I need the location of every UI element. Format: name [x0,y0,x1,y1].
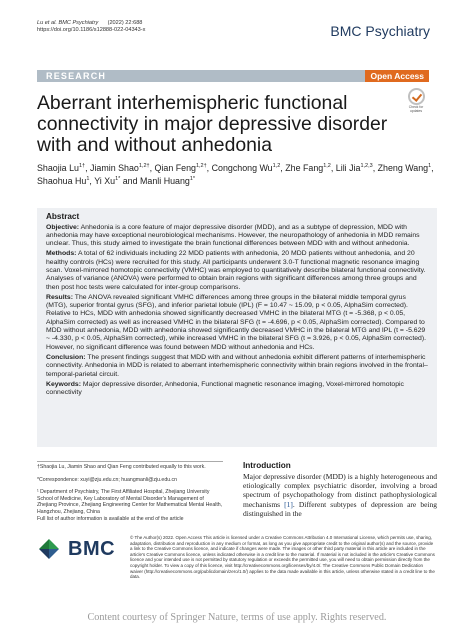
abstract-keywords [46,381,428,398]
author-sep: , [431,162,434,173]
author-affil: 1 [428,163,432,169]
bmc-logo-icon [37,537,63,561]
author-name[interactable]: , Zheng Wang [372,162,429,173]
footnote-divider [37,461,223,462]
author-affil: 1,2,3 [360,163,373,169]
abstract-methods [46,250,428,291]
introduction-text [243,472,437,518]
author-name[interactable]: , Congchong Wu [206,162,273,173]
author-name[interactable]: , Qian Feng [149,162,196,173]
check-line2: updates [409,108,423,113]
keywords-text: Major depressive disorder, Anhedonia, Functional magnetic resonance imaging, Voxel-mirrored homotopic connectivity [46,380,404,397]
author-name[interactable]: , Jiamin Shao [85,162,139,173]
objective-text: Anhedonia is a core feature of major depressive disorder (MDD), and as a subtype of depression, MDD with anhedonia may have exceptional neurobiological mechanisms. However, the neuropathology of anhedonia in MDD remains unclear. Thus, this study aimed to investigate the brain functional differences between MDD with and without anhedonia. [46,223,420,248]
author-affil: 1† [78,163,86,169]
doi-link[interactable]: https://doi.org/10.1186/s12888-022-04343-x [37,27,146,34]
footnote-correspondence[interactable]: *Correspondence: xuyi@zju.edu.cn; huangmanli@zju.edu.cn [37,477,178,483]
open-access-badge: Open Access [365,70,429,82]
intro-text-a: Major depressive disorder (MDD) is a highly heterogeneous and etiologically complex psychiatric disorder, involving a broad spectrum of psychopathology from distinct pathophysiological mechanisms [243,472,437,509]
methods-text: A total of 62 individuals including 22 MDD patients with anhedonia, 20 MDD patients without anhedonia, and 20 healthy controls (HCs) were recruited for this study. All participants underwent 3.0-T functional magnetic resonance imaging scan. Voxel-mirrored homotopic connectivity (VMHC) was employed to quantitatively describe bilateral functional connectivity. Analyses of variance (ANOVA) were performed to obtain brain regions with significant differences among three groups and then post hoc tests were calculated for inter-group comparisons. [46,250,426,291]
conclusion-label: Conclusion: [46,353,86,361]
author-affil: 1 [86,175,90,182]
intro-text-b: . Different subtypes of depression are being distinguished in the [243,499,437,518]
results-label: Results: [46,293,74,301]
methods-label: Methods: [46,250,77,258]
journal-name: BMC Psychiatry [330,23,430,39]
check-icon [408,88,425,105]
springer-credit: Content courtesy of Springer Nature, terms of use apply. Rights reserved. [87,612,387,623]
check-line1: Check for [408,105,424,109]
conclusion-text: The present findings suggest that MDD with and without anhedonia exhibit different patterns of interhemispheric connectivity. Anhedonia in MDD is related to aberrant interhemispheric connectivity within brain regions involved in the frontal–temporal-parietal circuit. [46,353,428,378]
bmc-logo [37,537,123,561]
citation-header [37,20,145,34]
bmc-logo-text: BMC [68,538,116,560]
research-label: RESEARCH [46,71,107,81]
footnote-equal-contribution: †Shaojia Lu, Jiamin Shao and Qian Feng contributed equally to this work. [37,464,206,470]
citation-journal: Lu et al. BMC Psychiatry [37,20,99,26]
author-name[interactable]: Shaohua Hu [37,175,87,186]
author-affil: 1* [115,175,121,182]
abstract-heading: Abstract [46,212,80,221]
abstract-results [46,294,428,352]
footnote-full-list: Full list of author information is available at the end of the article [37,516,184,522]
author-affil: 1,2 [323,163,331,169]
keywords-label: Keywords: [46,380,81,388]
author-name[interactable]: , Yi Xu [89,175,116,186]
footnote-affiliation: ¹ Department of Psychiatry, The First Affiliated Hospital, Zhejiang University School of Medicine, Key Laboratory of Mental Disorder's Management of Zhejiang Province, Zhejiang Engineering Center for Mathematical Mental Health, Hangzhou, Zhejiang, China [37,489,223,515]
abstract-conclusion [46,354,428,379]
check-for-updates-button[interactable] [406,88,426,112]
check-for-updates-label [406,106,426,114]
article-type-band [37,70,429,82]
results-text: The ANOVA revealed significant VMHC differences among three groups in the bilateral middle temporal gyrus (MTG), superior frontal gyrus (SFG), and inferior parietal lobule (IPL) (F = 10.47 ~ 15.09, p < 0.05, AlphaSim corrected). Relative to HCs, MDD with anhedonia showed significantly decreased VMHC in the bilateral MTG (t = -5.368, p < 0.05, AlphaSim corrected) as well as increased VMHC in the bilateral SFG (t = -4.696, p < 0.05, AlphaSim corrected). Compared to MDD without anhedonia, MDD with anhedonia showed significantly decreased VMHC in the bilateral MTG and IPL (t = -5.629 ~ -4.330, p < 0.05, AlphaSim corrected), while increased VMHC in the bilateral SFG (t = 3.926, p < 0.05, AlphaSim corrected). However, no significant difference was found between MDD without anhedonia and HCs. [46,293,427,351]
author-list [37,161,437,187]
objective-label: Objective: [46,223,80,231]
author-name[interactable]: , Zhe Fang [280,162,324,173]
abstract-objective [46,224,428,249]
author-name[interactable]: and Manli Huang [120,175,190,186]
author-name[interactable]: Shaojia Lu [37,162,79,173]
author-affil: 1,2 [272,163,281,169]
author-affil: 1,2† [195,163,207,169]
citation-year: (2022) 22:688 [107,20,143,26]
author-name[interactable]: , Lili Jia [330,162,361,173]
introduction-heading: Introduction [243,461,291,470]
author-line-2 [37,174,437,187]
author-affil: 1,2† [138,163,150,169]
license-notice: © The Author(s) 2022. Open Access This article is licensed under a Creative Commons Attribution 4.0 International License, which permits use, sharing, adaptation, distribution and reproduction in any medium or format, as long as you give appropriate credit to the original author(s) and the source, provide a link to the Creative Commons licence, and indicate if changes were made. The images or other third party material in this article are included in the article's Creative Commons licence, unless indicated otherwise in a credit line to the material. If material is not included in the article's Creative Commons licence and your intended use is not permitted by statutory regulation or exceeds the permitted use, you will need to obtain permission directly from the copyright holder. To view a copy of this licence, visit http://creativecommons.org/licenses/by/4.0/. The Creative Commons Public Domain Dedication waiver (http://creativecommons.org/publicdomain/zero/1.0/) applies to the data made available in this article, unless otherwise stated in a credit line to the data. [130,535,435,580]
author-affil: 1* [189,175,196,182]
abstract-box [37,208,437,447]
author-line-1 [37,161,437,174]
article-title: Aberrant interhemispheric functional connectivity in major depressive disorder with and without anhedonia [37,92,388,156]
reference-link[interactable]: [1] [284,499,293,509]
